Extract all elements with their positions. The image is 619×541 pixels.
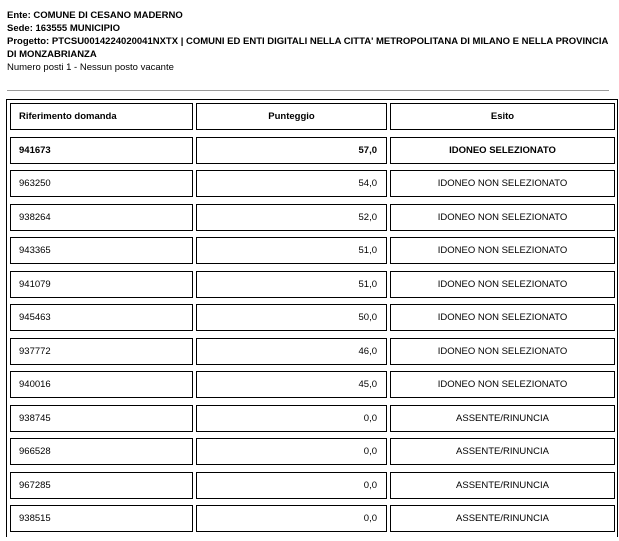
cell-esito: IDONEO SELEZIONATO: [390, 137, 615, 164]
column-header-esito: Esito: [390, 103, 615, 130]
cell-riferimento: 938264: [10, 204, 193, 231]
cell-esito: IDONEO NON SELEZIONATO: [390, 170, 615, 197]
cell-punteggio: 54,0: [196, 170, 387, 197]
posti-label: Numero posti 1 - Nessun posto vacante: [7, 62, 174, 73]
column-header-punteggio: Punteggio: [196, 103, 387, 130]
cell-punteggio: 0,0: [196, 405, 387, 432]
cell-punteggio: 45,0: [196, 371, 387, 398]
table-row: [7, 234, 619, 268]
results-table: [6, 99, 618, 537]
cell-punteggio: 51,0: [196, 271, 387, 298]
cell-riferimento: 943365: [10, 237, 193, 264]
header-divider: [7, 90, 609, 91]
table-row: [7, 301, 619, 335]
cell-riferimento: 945463: [10, 304, 193, 331]
table-row: [7, 469, 619, 503]
document-header: [7, 9, 613, 74]
cell-riferimento: 937772: [10, 338, 193, 365]
progetto-label-line2: DI MONZABRIANZA: [7, 49, 97, 60]
cell-esito: IDONEO NON SELEZIONATO: [390, 338, 615, 365]
cell-riferimento: 940016: [10, 371, 193, 398]
cell-esito: IDONEO NON SELEZIONATO: [390, 304, 615, 331]
cell-esito: ASSENTE/RINUNCIA: [390, 438, 615, 465]
cell-punteggio: 57,0: [196, 137, 387, 164]
cell-riferimento: 967285: [10, 472, 193, 499]
cell-riferimento: 938745: [10, 405, 193, 432]
cell-punteggio: 50,0: [196, 304, 387, 331]
table-row: [7, 435, 619, 469]
table-row: [7, 368, 619, 402]
cell-punteggio: 52,0: [196, 204, 387, 231]
table-row: [7, 335, 619, 369]
cell-esito: IDONEO NON SELEZIONATO: [390, 371, 615, 398]
sede-label: Sede: 163555 MUNICIPIO: [7, 23, 120, 34]
ente-label: Ente: COMUNE DI CESANO MADERNO: [7, 10, 183, 21]
table-row: [7, 167, 619, 201]
cell-esito: ASSENTE/RINUNCIA: [390, 472, 615, 499]
cell-punteggio: 0,0: [196, 472, 387, 499]
cell-esito: IDONEO NON SELEZIONATO: [390, 237, 615, 264]
cell-riferimento: 941673: [10, 137, 193, 164]
cell-riferimento: 966528: [10, 438, 193, 465]
cell-esito: ASSENTE/RINUNCIA: [390, 405, 615, 432]
table-row: [7, 502, 619, 536]
cell-riferimento: 941079: [10, 271, 193, 298]
table-row: [7, 268, 619, 302]
column-header-riferimento: Riferimento domanda: [10, 103, 193, 130]
cell-esito: IDONEO NON SELEZIONATO: [390, 271, 615, 298]
cell-punteggio: 51,0: [196, 237, 387, 264]
table-row: [7, 134, 619, 168]
cell-punteggio: 0,0: [196, 438, 387, 465]
table-header-row: [7, 100, 619, 134]
cell-esito: IDONEO NON SELEZIONATO: [390, 204, 615, 231]
table-row: [7, 402, 619, 436]
cell-esito: ASSENTE/RINUNCIA: [390, 505, 615, 532]
cell-punteggio: 46,0: [196, 338, 387, 365]
cell-riferimento: 963250: [10, 170, 193, 197]
cell-punteggio: 0,0: [196, 505, 387, 532]
progetto-label-line1: Progetto: PTCSU0014224020041NXTX | COMUNI ED ENTI DIGITALI NELLA CITTA' METROPOLITANA DI MILANO E NELLA PROVINCIA: [7, 36, 609, 47]
table-row: [7, 201, 619, 235]
cell-riferimento: 938515: [10, 505, 193, 532]
